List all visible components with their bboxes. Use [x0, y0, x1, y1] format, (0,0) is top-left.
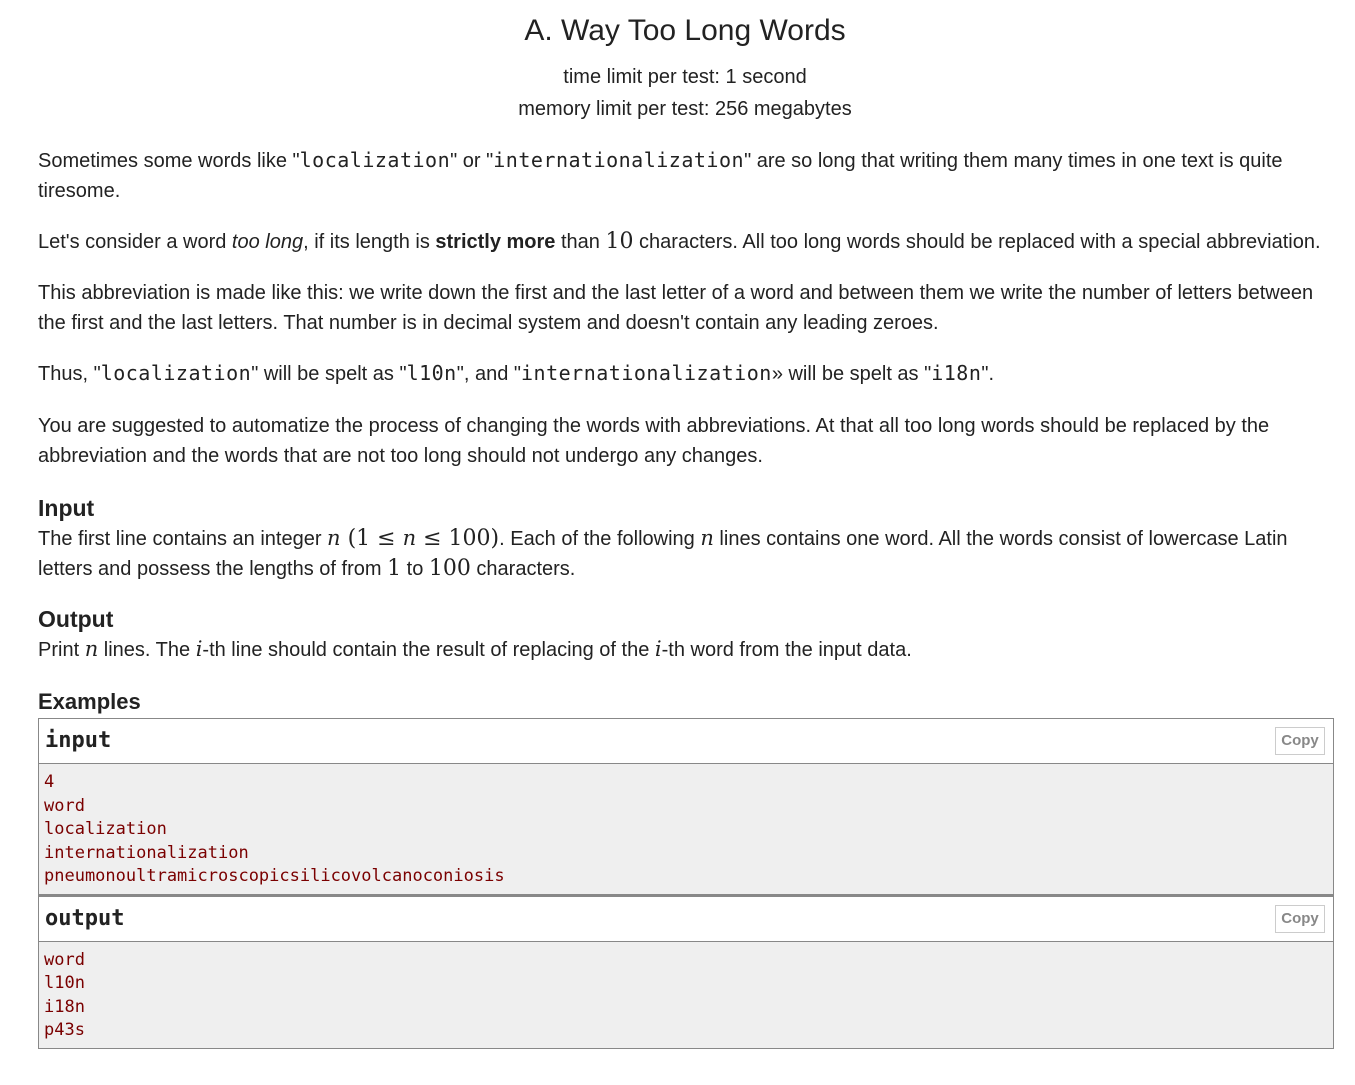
input-section-title: Input	[38, 495, 95, 521]
statement-paragraph-4: Thus, "localization" will be spelt as "l10n", and "internationalization» will be spelt as "i18n".	[38, 361, 995, 385]
sample-output-label: output	[45, 905, 125, 931]
output-section-title: Output	[38, 606, 114, 632]
strong-strictly-more: strictly more	[435, 231, 556, 253]
statement-paragraph-3: This abbreviation is made like this: we write down the first and the last letter of a word and between them we write the number of letters between the first and the last letters. That number is in decimal system and doesn't contain any leading zeroes.	[38, 282, 1314, 334]
input-specification: The first line contains an integer n (1 ≤ n ≤ 100). Each of the following n lines contains one word. All the words consist of lowercase Latin letters and possess the lengths of from 1 to 100 characters.	[38, 526, 1288, 581]
sample-output-line: word	[44, 949, 85, 970]
sample-input-line: word	[44, 795, 85, 816]
code-internationalization: internationalization	[493, 148, 745, 172]
time-limit: time limit per test: 1 second	[563, 66, 807, 88]
sample-output	[38, 895, 1334, 1049]
statement-paragraph-1: Sometimes some words like "localization" or "internationalization" are so long that writing them many times in one text is quite tiresome.	[38, 148, 1283, 202]
sample-output-header	[39, 897, 1333, 942]
sample-output-line: l10n	[44, 973, 85, 993]
statement-paragraph-5: You are suggested to automatize the process of changing the words with abbreviations. At that all too long words should be replaced by the abbreviation and the words that are not too long should not undergo any changes.	[38, 415, 1270, 467]
sample-input-line: 4	[44, 772, 55, 792]
copy-output-button[interactable]: Copy	[1275, 905, 1325, 933]
code-localization: localization	[299, 148, 451, 172]
sample-input-header	[39, 719, 1333, 764]
sample-output-line: p43s	[44, 1020, 85, 1040]
memory-limit: memory limit per test: 256 megabytes	[518, 98, 852, 120]
sample-input-line: internationalization	[44, 842, 249, 863]
sample-input-line: localization	[44, 819, 167, 839]
sample-output-line: i18n	[44, 996, 85, 1017]
copy-input-button[interactable]: Copy	[1275, 727, 1325, 755]
output-specification: Print n lines. The i-th line should contain the result of replacing of the i-th word from the input data.	[38, 637, 912, 661]
emphasis-too-long: too long	[231, 231, 304, 253]
sample-input	[38, 718, 1334, 895]
sample-input-body[interactable]	[39, 764, 1333, 894]
statement-paragraph-2: Let's consider a word too long, if its length is strictly more than 10 characters. All too long words should be replaced with a special abbreviation.	[38, 229, 1321, 254]
sample-output-body[interactable]	[39, 942, 1333, 1048]
problem-title: A. Way Too Long Words	[524, 14, 846, 47]
sample-input-line: pneumonoultramicroscopicsilicovolcanoconiosis	[44, 866, 505, 886]
math-ten: 10	[605, 229, 634, 254]
problem-limits	[38, 61, 1332, 125]
examples-title: Examples	[38, 689, 141, 714]
sample-input-label: input	[45, 728, 112, 753]
